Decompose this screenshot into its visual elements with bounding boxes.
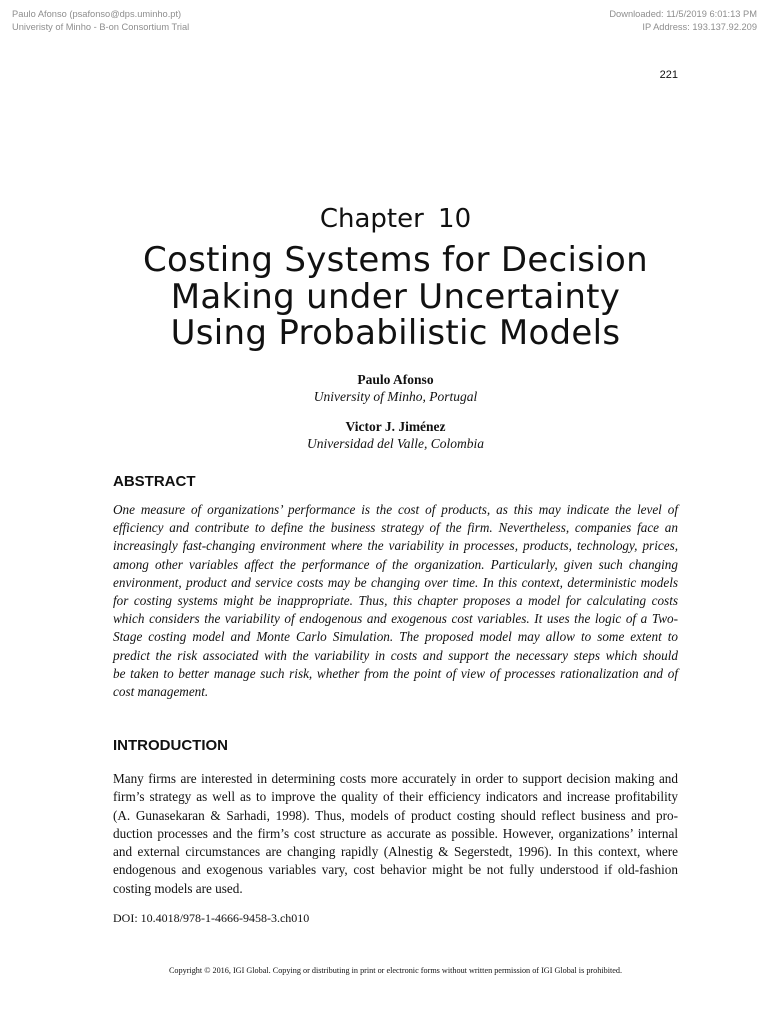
abstract-line: predict the risk associated with the variability in costs and support the necessary steps which should (113, 647, 678, 663)
abstract-line: among other variables affect the performance of the organization. Particularly, given such changing (113, 556, 678, 572)
introduction-line: and external circumstances are changing rapidly (Alnestig & Segerstedt, 1996). In this context, where (113, 844, 678, 860)
introduction-line: Many firms are interested in determining costs more accurately in order to support decision making and (113, 771, 678, 786)
abstract-line: environment, product and service costs may be changing over time. In this context, deterministic models (113, 574, 678, 590)
abstract-line: increasingly fast-changing environment where the variability in processes, products, technology, prices, (113, 538, 678, 554)
author-block (113, 418, 678, 452)
download-timestamp: Downloaded: 11/5/2019 6:01:13 PM (609, 9, 757, 19)
abstract-line: for costing systems might be inappropriate. Thus, this chapter proposes a model for calculating costs (113, 593, 678, 609)
chapter-label: Chapter 10 (319, 204, 472, 234)
author-affiliation: University of Minho, Portugal (313, 389, 478, 404)
ip-address: IP Address: 193.137.92.209 (642, 22, 757, 32)
abstract-heading: ABSTRACT (113, 473, 196, 490)
download-info-left (12, 8, 189, 34)
abstract-line: efficiency and contribute to define the business strategy of the firm. Nevertheless, companies face an (113, 520, 678, 536)
chapter-title-line: Costing Systems for Decision (143, 240, 648, 280)
author-name: Victor J. Jiménez (345, 419, 446, 434)
introduction-line: costing models are used. (113, 880, 243, 896)
introduction-line: endogenous and exogenous variables vary, cost behavior might be not fully understood if old-fashion (113, 862, 678, 878)
introduction-line: duction processes and the firm’s cost structure as accurate as possible. However, organizations’ internal (113, 825, 678, 841)
abstract-line: be taken to better manage such risk, whether from the point of view of processes rationalization and of (113, 665, 678, 681)
author-affiliation: Universidad del Valle, Colombia (307, 436, 484, 451)
chapter-title-line: Making under Uncertainty (170, 276, 621, 317)
author-block (113, 371, 678, 405)
downloader-user: Paulo Afonso (psafonso@dps.uminho.pt) (12, 9, 182, 19)
introduction-line: (A. Gunasekaran & Sarhadi, 1998). Thus, models of product costing should reflect business and pro- (113, 807, 678, 823)
download-info-right (609, 8, 757, 34)
abstract-line: which considers the variability of endogenous and exogenous cost variables. It uses the logic of a Two- (113, 611, 678, 627)
abstract-line: One measure of organizations’ performance is the cost of products, as this may indicate the level of (113, 502, 678, 517)
abstract-line: Stage costing model and Monte Carlo Simulation. The proposed model may allow to some extent to (113, 629, 678, 645)
introduction-body (113, 770, 678, 898)
copyright-notice: Copyright © 2016, IGI Global. Copying or distributing in print or electronic forms without written permission of IGI Global is prohibited. (168, 966, 623, 975)
abstract-body (113, 501, 678, 701)
downloader-institution: Univeristy of Minho - B-on Consortium Trial (12, 22, 190, 32)
chapter-title-line: Using Probabilistic Models (170, 313, 621, 353)
page-number: 221 (659, 69, 678, 81)
abstract-line: cost management. (113, 684, 209, 700)
introduction-line: firm’s strategy as well as to improve the quality of their efficiency indicators and increase profitability (113, 789, 678, 805)
author-name: Paulo Afonso (357, 372, 434, 387)
introduction-heading: INTRODUCTION (113, 737, 228, 754)
chapter-title (103, 242, 688, 352)
doi: DOI: 10.4018/978-1-4666-9458-3.ch010 (113, 911, 310, 925)
